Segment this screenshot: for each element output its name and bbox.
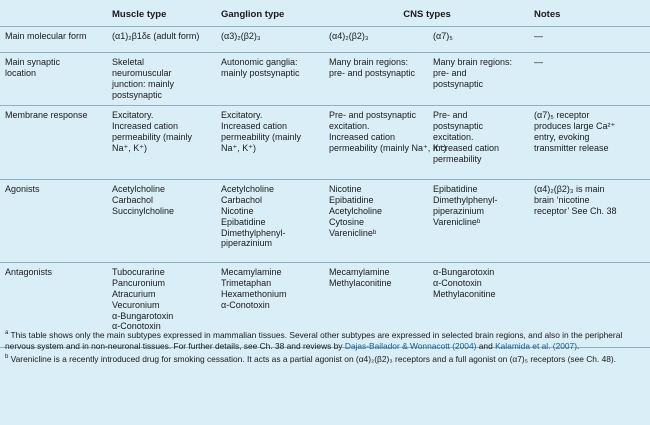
cell-line: Pre- and: [433, 110, 468, 121]
cell-line: (α3)₂(β2)₃: [221, 31, 261, 42]
cell-line: Dimethylphenyl-: [433, 195, 498, 206]
footnote-a: [5, 330, 643, 352]
header-notes: Notes: [534, 9, 561, 20]
cell-line: Epibatidine: [433, 184, 478, 195]
cell-line: produces large Ca²⁺: [534, 121, 616, 132]
cell-line: Vareniclineᵇ: [329, 227, 377, 238]
cell-line: —: [534, 57, 544, 68]
cell-line: (α4)₂(β2)₃: [329, 31, 369, 42]
cell-line: Mecamylamine: [329, 267, 390, 278]
cell-muscle: [107, 53, 216, 106]
cell-line: (α7)₅: [433, 31, 453, 42]
cell-line: Excitatory.: [221, 110, 263, 121]
table-row: [0, 53, 650, 106]
cell-line: Carbachol: [112, 195, 154, 206]
cell-ganglion: [216, 27, 324, 53]
cell-line: junction: mainly: [112, 78, 175, 89]
cell-line: α-Conotoxin: [221, 299, 270, 310]
footnotes: [5, 330, 643, 367]
cell-line: (α1)₂β1δε (adult form): [112, 31, 200, 42]
cell-muscle: [107, 180, 216, 263]
cell-cns2: [428, 53, 529, 106]
cell-line: Carbachol: [221, 195, 263, 206]
cell-line: Na⁺, K⁺): [112, 142, 148, 153]
cell-line: Increased cation: [329, 131, 396, 142]
cell-line: postsynaptic: [433, 121, 484, 132]
header-row: [0, 0, 650, 27]
footnote-a-end: .: [577, 340, 580, 351]
cell-line: Excitatory.: [112, 110, 154, 121]
cell-label: [0, 180, 107, 263]
cell-line: piperazinium: [221, 238, 273, 249]
cell-line: α-Conotoxin: [433, 278, 482, 289]
cell-line: Agonists: [5, 184, 40, 195]
cell-line: Acetylcholine: [112, 184, 166, 195]
cell-line: Succinylcholine: [112, 205, 175, 216]
cell-cns1: [324, 53, 428, 106]
cell-line: α-Bungarotoxin: [112, 310, 174, 321]
cell-line: Trimetaphan: [221, 278, 272, 289]
cell-line: postsynaptic: [433, 78, 484, 89]
cell-line: Autonomic ganglia:: [221, 57, 298, 68]
cell-label: [0, 106, 107, 180]
cell-line: permeability: [433, 153, 482, 164]
cell-line: Epibatidine: [329, 195, 374, 206]
footnote-b-mark: b: [5, 354, 9, 361]
cell-line: Antagonists: [5, 267, 53, 278]
footnote-a-mark: a: [5, 330, 9, 337]
cell-line: Dimethylphenyl-: [221, 227, 286, 238]
cell-line: Many brain regions:: [329, 57, 409, 68]
cell-cns2: [428, 180, 529, 263]
cell-cns2: [428, 27, 529, 53]
cell-line: Mecamylamine: [221, 267, 282, 278]
cell-line: (α7)₅ receptor: [534, 110, 590, 121]
cell-cns2: [428, 106, 529, 180]
cell-muscle: [107, 27, 216, 53]
cell-line: Methylaconitine: [433, 288, 496, 299]
cell-label: [0, 27, 107, 53]
header-cns-types: CNS types: [403, 9, 451, 20]
cell-line: Epibatidine: [221, 216, 266, 227]
cell-line: excitation.: [433, 131, 474, 142]
cell-line: Vareniclineᵇ: [433, 216, 481, 227]
cell-line: Atracurium: [112, 288, 156, 299]
cell-line: Na⁺, K⁺): [221, 142, 257, 153]
cell-ganglion: [216, 106, 324, 180]
header-ganglion-type: Ganglion type: [221, 9, 285, 20]
cell-line: Skeletal: [112, 57, 145, 68]
footnote-b: [5, 354, 643, 365]
cell-line: Acetylcholine: [329, 205, 383, 216]
cell-line: receptor’ See Ch. 38: [534, 205, 617, 216]
cell-line: α-Conotoxin: [112, 321, 161, 332]
cell-line: permeability (mainly: [221, 131, 302, 142]
reference-link-dajas-bailador[interactable]: Dajas-Bailador & Wonnacott (2004): [344, 340, 477, 351]
cell-line: Acetylcholine: [221, 184, 275, 195]
cell-notes: [529, 106, 650, 180]
cell-notes: [529, 53, 650, 106]
table-row: [0, 180, 650, 263]
cell-line: Main synaptic: [5, 57, 61, 68]
cell-notes: [529, 180, 650, 263]
cell-line: Pancuronium: [112, 278, 166, 289]
cell-line: permeability (mainly Na⁺, K⁺): [329, 142, 447, 153]
cell-line: brain ‘nicotine: [534, 195, 590, 206]
cell-line: Nicotine: [329, 184, 362, 195]
cell-line: Increased cation: [221, 121, 288, 132]
cell-line: Cytosine: [329, 216, 365, 227]
cell-notes: [529, 27, 650, 53]
cell-line: Nicotine: [221, 205, 254, 216]
table-row: [0, 27, 650, 53]
cell-line: piperazinium: [433, 205, 485, 216]
cell-muscle: [107, 106, 216, 180]
cell-line: Membrane response: [5, 110, 88, 121]
footnote-b-text: Varenicline is a recently introduced drug for smoking cessation. It acts as a partial agonist on (α4)₂(β2)₃ receptors and a full agonist on (α7)₅ receptors (see Ch. 48).: [10, 353, 617, 364]
cell-ganglion: [216, 53, 324, 106]
footnote-a-text: This table shows only the main subtypes expressed in mammalian tissues. Several other subtypes are expressed in selected brain regions, and also in the peripheral nervous system and in non-neuronal tissues. For further details, see Ch. 38 and reviews by: [5, 330, 623, 351]
cell-line: Tubocurarine: [112, 267, 165, 278]
cell-line: neuromuscular: [112, 68, 172, 79]
cell-cns1: [324, 180, 428, 263]
header-muscle-type: Muscle type: [112, 9, 167, 20]
cell-line: (α4)₂(β2)₃ is main: [534, 184, 605, 195]
cell-line: postsynaptic: [112, 89, 163, 100]
cell-line: Hexamethonium: [221, 288, 287, 299]
cell-line: entry, evoking: [534, 131, 590, 142]
cell-line: mainly postsynaptic: [221, 68, 300, 79]
cell-line: Many brain regions:: [433, 57, 513, 68]
cell-line: Increased cation: [112, 121, 179, 132]
cell-cns1: [324, 27, 428, 53]
header-label: [0, 0, 107, 27]
cell-line: Methylaconitine: [329, 278, 392, 289]
cell-cns1: [324, 106, 447, 180]
cell-line: excitation.: [329, 121, 370, 132]
cell-ganglion: [216, 180, 324, 263]
cell-line: Increased cation: [433, 142, 500, 153]
cell-line: Vecuronium: [112, 299, 160, 310]
cell-line: transmitter release: [534, 142, 609, 153]
cell-line: α-Bungarotoxin: [433, 267, 495, 278]
cell-line: —: [534, 31, 544, 42]
cell-line: pre- and: [433, 68, 467, 79]
cell-line: Pre- and postsynaptic: [329, 110, 417, 121]
cell-line: pre- and postsynaptic: [329, 68, 416, 79]
footnote-a-and: and: [476, 340, 496, 351]
cell-line: Main molecular form: [5, 31, 87, 42]
reference-link-kalamida[interactable]: Kalamida et al. (2007): [495, 340, 577, 351]
cell-label: [0, 53, 107, 106]
table-row: [0, 106, 650, 180]
cell-line: location: [5, 68, 37, 79]
cell-line: permeability (mainly: [112, 131, 193, 142]
